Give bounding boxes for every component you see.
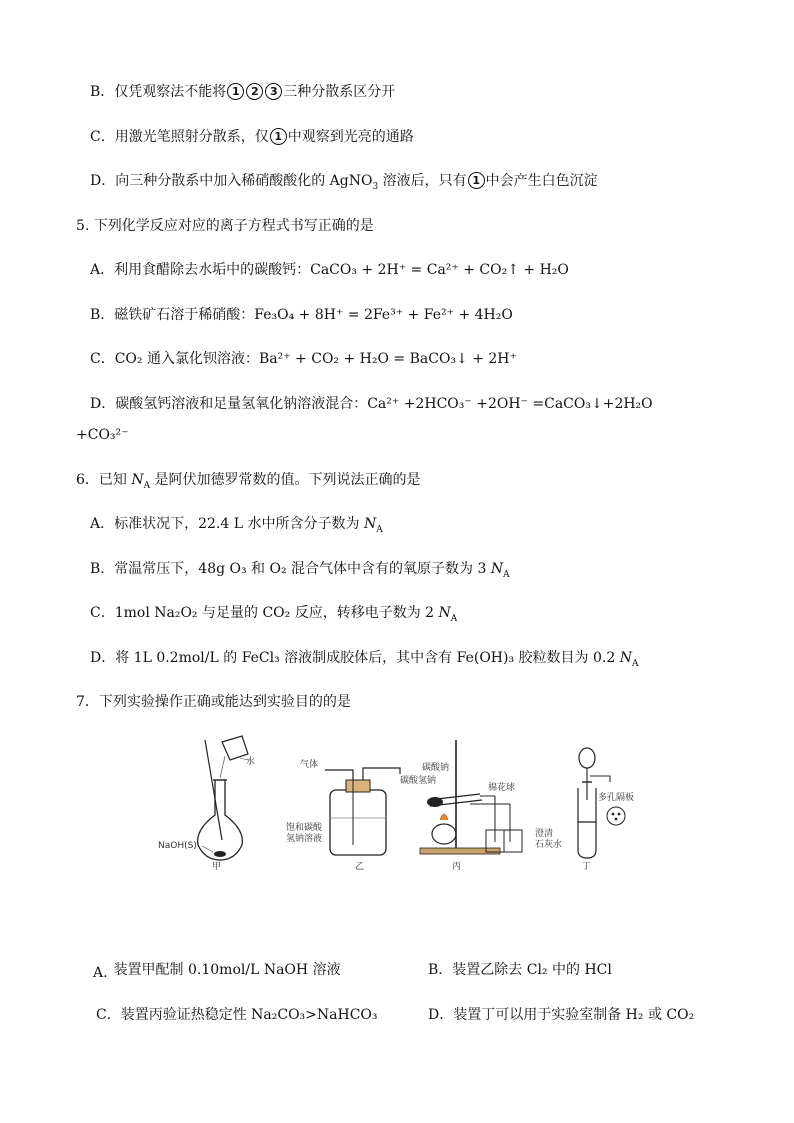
q7-option-d: D．装置丁可以用于实验室制备 H₂ 或 CO₂ <box>428 1007 695 1023</box>
label-porous-plate: 多孔隔板 <box>598 793 635 803</box>
q4-option-b-suffix: 三种分散系区分开 <box>283 84 396 100</box>
circled-number-3: 3 <box>265 83 282 100</box>
q6-option-d-text: D．将 1L 0.2mol/L 的 FeCl₃ 溶液制成胶体后，其中含有 Fe(OH)₃ 胶粒数目为 0.2 <box>90 650 620 666</box>
q5-stem: 5. 下列化学反应对应的离子方程式书写正确的是 <box>76 218 374 234</box>
label-water: 水 <box>246 757 256 767</box>
na-symbol: N <box>363 516 377 532</box>
q5-option-d: D．碳酸氢钙溶液和足量氢氧化钠溶液混合：Ca²⁺ +2HCO₃⁻ +2OH⁻ =CaCO₃↓+2H₂O <box>90 396 653 412</box>
label-saturated-2: 氢钠溶液 <box>286 834 323 844</box>
q6-option-c <box>90 603 457 629</box>
na-symbol: N <box>619 650 632 666</box>
na-symbol: N <box>438 605 451 621</box>
q6-stem <box>76 470 421 496</box>
label-limewater-1: 澄清 <box>535 829 554 839</box>
na-symbol: N <box>490 561 504 577</box>
q6-option-d <box>90 648 638 674</box>
label-sodium-carbonate: 碳酸钠 <box>422 763 450 773</box>
q4-option-d-mid: 溶液后，只有 <box>378 173 467 189</box>
q6-option-a-text: A．标准状况下，22.4 L 水中所含分子数为 <box>90 516 364 532</box>
label-yi: 乙 <box>355 862 365 870</box>
label-sodium-bicarbonate: 碳酸氢钠 <box>400 776 437 786</box>
circled-number-1: 1 <box>227 83 244 100</box>
q4-option-d <box>90 171 598 197</box>
na-subscript: A <box>450 613 458 624</box>
circled-number-1: 1 <box>468 172 485 189</box>
q6-stem-suffix: 是阿伏加德罗常数的值。下列说法正确的是 <box>150 472 421 488</box>
q6-option-c-text: C．1mol Na₂O₂ 与足量的 CO₂ 反应，转移电子数为 2 <box>90 605 439 621</box>
q4-option-b <box>90 82 395 102</box>
apparatus-ding <box>578 748 634 870</box>
circled-number-1: 1 <box>270 128 287 145</box>
apparatus-yi <box>286 758 400 870</box>
q5-option-a: A．利用食醋除去水垢中的碳酸钙：CaCO₃ + 2H⁺ = Ca²⁺ + CO₂↑ + H₂O <box>90 262 569 278</box>
q7-stem: 7．下列实验操作正确或能达到实验目的的是 <box>76 694 351 710</box>
q4-option-c <box>90 127 414 147</box>
q7-option-b: B．装置乙除去 Cl₂ 中的 HCl <box>428 962 612 978</box>
label-naoh: NaOH(S) <box>158 841 197 851</box>
q6-option-b <box>90 559 510 585</box>
q5-option-d-continued: +CO₃²⁻ <box>76 427 129 443</box>
na-subscript: A <box>503 569 510 580</box>
label-saturated-1: 饱和碳酸 <box>286 823 323 833</box>
q4-option-b-text: B．仅凭观察法不能将 <box>90 84 227 100</box>
q4-option-d-text: D．向三种分散系中加入稀硝酸酸化的 AgNO <box>90 173 373 189</box>
apparatus-jia <box>158 736 255 870</box>
q7-option-c: C．装置丙验证热稳定性 Na₂CO₃>NaHCO₃ <box>96 1007 378 1023</box>
label-jia: 甲 <box>212 862 222 870</box>
apparatus-bing <box>400 740 562 870</box>
q7-option-a-text: 装置甲配制 0.10mol/L NaOH 溶液 <box>113 962 341 978</box>
circled-number-2: 2 <box>246 83 263 100</box>
q4-option-c-suffix: 中观察到光亮的通路 <box>287 129 414 145</box>
q7-option-a <box>93 960 341 980</box>
q5-option-b: B．磁铁矿石溶于稀硝酸：Fe₃O₄ + 8H⁺ = 2Fe³⁺ + Fe²⁺ + 4H₂O <box>90 307 513 323</box>
na-symbol: N <box>131 472 144 488</box>
label-limewater-2: 石灰水 <box>535 840 563 850</box>
label-bing: 丙 <box>452 862 462 870</box>
na-subscript: A <box>631 658 639 669</box>
q6-stem-prefix: 6．已知 <box>76 472 132 488</box>
q6-option-b-text: B．常温常压下，48g O₃ 和 O₂ 混合气体中含有的氧原子数为 3 <box>90 561 491 577</box>
q4-option-c-text: C．用激光笔照射分散系，仅 <box>90 129 269 145</box>
q7-option-a-letter: A. <box>93 965 108 981</box>
q7-apparatus-figure <box>150 730 650 870</box>
q5-option-c: C．CO₂ 通入氯化钡溶液：Ba²⁺ + CO₂ + H₂O = BaCO₃↓ + 2H⁺ <box>90 351 517 367</box>
label-gas: 气体 <box>300 760 319 770</box>
q4-option-d-sub: 3 <box>372 181 379 192</box>
label-cotton: 棉花球 <box>488 783 516 793</box>
q4-option-d-suffix: 中会产生白色沉淀 <box>485 173 598 189</box>
na-subscript: A <box>143 480 151 491</box>
q6-option-a <box>90 514 383 540</box>
label-ding: 丁 <box>582 862 592 870</box>
na-subscript: A <box>376 524 383 535</box>
